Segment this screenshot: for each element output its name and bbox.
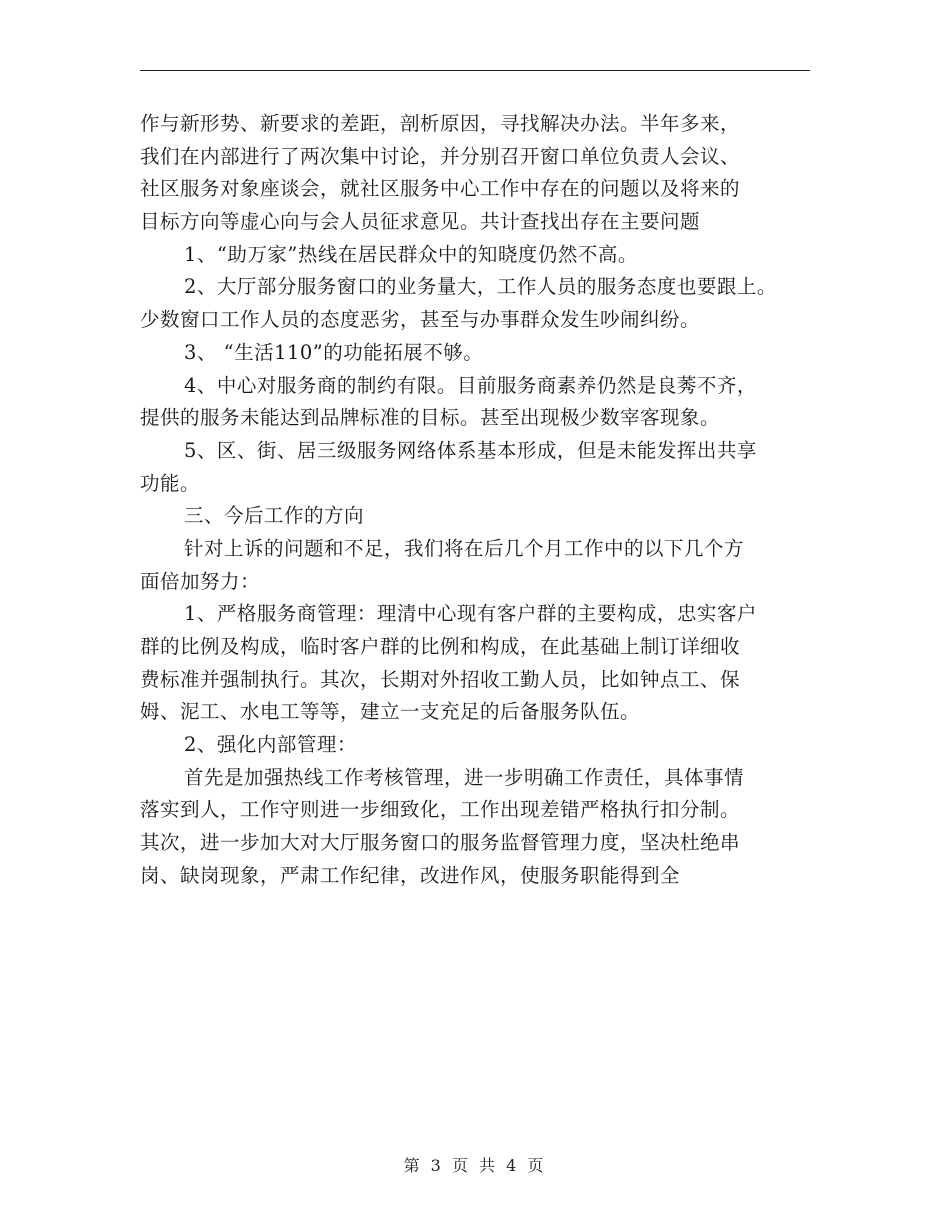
text-line: 功能。: [140, 471, 201, 495]
page-footer: 第 3 页 共 4 页: [403, 1156, 547, 1175]
text-line: 其次，进一步加大对大厅服务窗口的服务监督管理力度，坚决杜绝串: [140, 831, 741, 855]
section-heading: 三、今后工作的方向: [184, 504, 365, 528]
document-body: [140, 108, 820, 893]
text-line: 社区服务对象座谈会，就社区服务中心工作中存在的问题以及将来的: [140, 177, 741, 201]
text-line: 1、严格服务商管理：理清中心现有客户群的主要构成，忠实客户: [184, 602, 757, 626]
text-line: 1、“助万家”热线在居民群众中的知晓度仍然不高。: [184, 242, 638, 266]
text-line: 目标方向等虚心向与会人员征求意见。共计查找出存在主要问题: [140, 210, 701, 234]
text-line: 岗、缺岗现象，严肃工作纪律，改进作风，使服务职能得到全: [140, 863, 681, 887]
text-line: 首先是加强热线工作考核管理，进一步明确工作责任，具体事情: [184, 765, 745, 789]
text-line: 2、强化内部管理：: [184, 733, 357, 757]
text-line: 姆、泥工、水电工等等，建立一支充足的后备服务队伍。: [140, 700, 641, 724]
text-line: 3、 “生活110”的功能拓展不够。: [184, 340, 484, 364]
text-line: 2、大厅部分服务窗口的业务量大，工作人员的服务态度也要跟上。: [184, 275, 777, 299]
text-line: 5、区、街、居三级服务网络体系基本形成，但是未能发挥出共享: [184, 438, 757, 462]
text-line: 群的比例及构成，临时客户群的比例和构成，在此基础上制订详细收: [140, 635, 741, 658]
text-line: 落实到人，工作守则进一步细致化，工作出现差错严格执行扣分制。: [140, 798, 741, 822]
text-line: 少数窗口工作人员的态度恶劣，甚至与办事群众发生吵闹纠纷。: [140, 308, 701, 332]
header-rule: [140, 70, 810, 71]
text-line: 作与新形势、新要求的差距，剖析原因，寻找解决办法。半年多来，: [140, 112, 741, 135]
text-line: 4、中心对服务商的制约有限。目前服务商素养仍然是良莠不齐，: [184, 373, 757, 397]
text-line: 针对上诉的问题和不足，我们将在后几个月工作中的以下几个方: [184, 536, 745, 560]
text-line: 面倍加努力：: [140, 569, 261, 593]
text-line: 我们在内部进行了两次集中讨论，并分别召开窗口单位负责人会议、: [140, 144, 741, 168]
text-line: 提供的服务未能达到品牌标准的目标。甚至出现极少数宰客现象。: [140, 406, 721, 430]
text-line: 费标准并强制执行。其次，长期对外招收工勤人员，比如钟点工、保: [140, 667, 741, 691]
